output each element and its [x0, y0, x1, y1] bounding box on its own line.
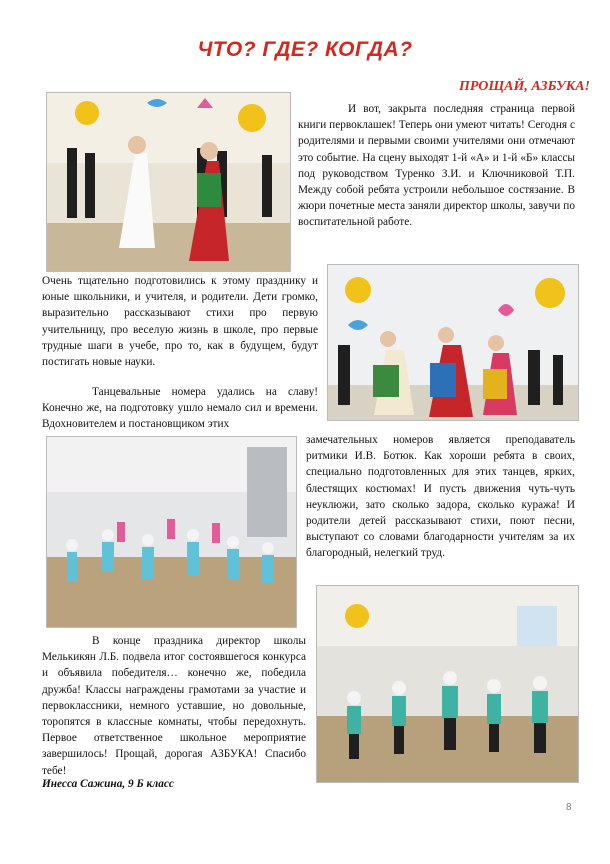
- photo-dance-group: [46, 436, 297, 628]
- page-number: 8: [566, 802, 572, 813]
- article-paragraph-5: В конце праздника директор школы Мелькикян Л.Б. подвела итог состоявшегося конкурса и объявила победителя… конечно же, победила дружба! Классы награждены грамотами за участие и первоклассники, немного уставшие, но довольные, торопятся в классные комнаты, чтобы передохнуть. Первое ответственное школьное мероприятие завершилось! Прощай, дорогая АЗБУКА! Спасибо тебе!: [42, 635, 306, 777]
- photo-boys-dancing: [316, 585, 579, 783]
- page-title: ЧТО? ГДЕ? КОГДА?: [197, 38, 413, 61]
- article-paragraph-1: И вот, закрыта последняя страница первой книги первоклашек! Теперь они умеют читать! Сегодня с родителями и первыми своими учителями они отмечают это событие. На сцену выходят 1-й «А» и 1-й «Б» классы под руководством Туренко З.И. и Ключниковой Т.П. Между собой ребята устроили небольшое состязание. В жюри почетные места заняли директор школы, завучи по воспитательной работе.: [298, 103, 575, 229]
- article-paragraph-3: Танцевальные номера удались на славу! Конечно же, на подготовку ушло немало сил и времени. Вдохновителем и постановщиком этих: [42, 386, 318, 431]
- article-headline: ПРОЩАЙ, АЗБУКА!: [459, 79, 590, 94]
- photo-stage-presenters: [46, 92, 291, 272]
- photo-girls-with-books: [327, 264, 579, 421]
- article-author: Инесса Сажина, 9 Б класс: [42, 778, 174, 790]
- article-paragraph-2: Очень тщательно подготовились к этому празднику и юные школьники, и учителя, и родители. Дети громко, выразительно рассказывают стихи про первую учительницу, про веселую жизнь в школе, про первые трудные шаги в учебе, про то, как в будущем, будут постигать новые науки.: [42, 275, 318, 369]
- article-paragraph-4: замечательных номеров является преподаватель ритмики И.В. Ботюк. Как хороши ребята в своих, специально подготовленных для этих танцев, ярких, блестящих костюмах! И пусть движения чуть-чуть неуклюжи, зато сколько задора, сколько куража! И родители детей рассказывают стихи, поют песни, выступают со словами благодарности учителям за их благородный, нелегкий труд.: [306, 434, 575, 560]
